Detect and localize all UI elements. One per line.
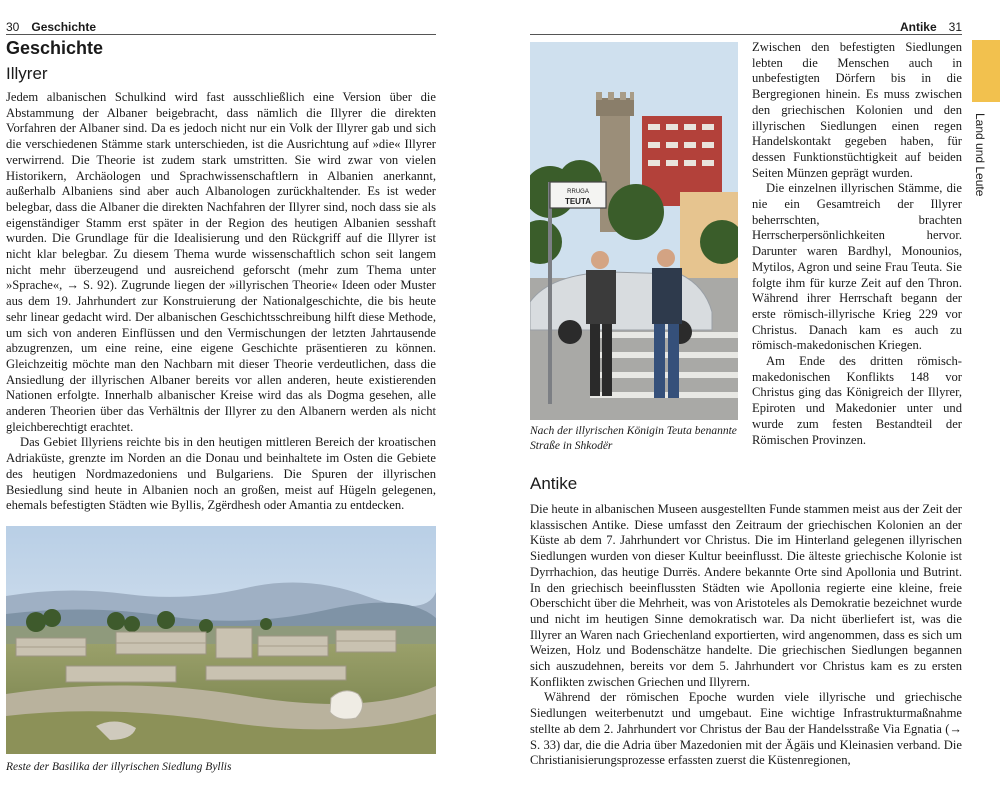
body-text-illyrer xyxy=(6,90,436,514)
photo-teuta-street xyxy=(530,42,738,420)
section-title-antike: Antike xyxy=(530,474,578,493)
paragraph: Zwischen den befestigten Siedlungen lebten die Menschen auch in unbefestigten Dörfern bis in die Bergregionen hinein. Es muss zwischen den griechischen Kolonien und den illyrischen Siedlungen einen regen Handelskontakt gegeben haben, für dessen Funktionstüchtigkeit auf beiden Seiten Münzen geprägt wurden. xyxy=(752,40,962,180)
teuta-street-illustration xyxy=(530,42,738,420)
photo-caption-teuta: Nach der illyrischen Königin Teuta benannte Straße in Shkodër xyxy=(530,425,737,452)
paragraph: Die heute in albanischen Museen ausgestellten Funde stammen meist aus der Zeit der klassischen Antike. Diese umfasst den Zeitraum der griechischen Kolonien an der Küste ab dem 7. Jahrhundert vor Christus. Die im Hinterland gelegenen illyrischen Siedlungen wurden von dieser Kultur beeinflusst. Die älteste griechische Kolonie ist Dyrrhachion, das heutige Durrës. Andere bekannte Orte sind Apollonia und Butrint. In den griechisch beeinflussten Städten wie Apollonia regierte eine kleine, freie Oberschicht über die Mehrheit, was von Aristoteles als Demokratie bezeichnet wurde und nicht im heutigen Sinne demokratisch war. Da nicht überliefert ist, was die Illyrer an Waren nach Griechenland exportierten, wird angenommen, dass es sich um Weizen, Holz und Bodenschätze handelte. Die griechischen Siedlungen begannen sich auszudehnen, bereits vor dem 5. Jahrhundert vor Christus kam es zu ersten Konflikten zwischen Griechen und Illyrern. xyxy=(530,502,962,689)
page-number-left: 30 xyxy=(6,20,20,34)
section-title-illyrer: Illyrer xyxy=(6,64,48,83)
page-number-right: 31 xyxy=(948,20,962,34)
photo-caption-byllis: Reste der Basilika der illyrischen Siedlung Byllis xyxy=(6,761,232,773)
running-head-title-left: Geschichte xyxy=(31,20,97,34)
thumb-tab-text: Land und Leute xyxy=(973,113,987,197)
photo-byllis-ruins xyxy=(6,526,436,754)
section-thumb-label xyxy=(960,110,1000,200)
running-head-right xyxy=(530,20,962,35)
paragraph: Jedem albanischen Schulkind wird fast ausschließlich eine Version über die Abstammung der Albaner beigebracht, dass nämlich die Illyrer die direkten Vorfahren der Albaner sind. Da es jedoch nicht nur ein Volk der Illyrer gab und sich die verschiedenen Stämme stark unterschieden, ist die Ausrichtung auf »die« Illyrer verwirrend. Die Theorie ist zudem stark umstritten. Sie wird zwar von vielen Historikern, Archäologen und Sprachwissenschaftlern in Albanien anerkannt, außerhalb Albaniens sind aber auch Albanologen zurückhaltender. Es ist weder belegbar, dass die Albaner die direkten Nachfahren der Illyrer sind, noch dass sie als eigenständiger Stamm erst später in der Region des heutigen Albanien sesshaft wurden. Die Grundlage für die Idealisierung und den Rückgriff auf die Illyrer ist nicht klar belegbar. Zu diesem Thema wurde wissenschaftlich schon seit langem nicht mehr überzeugend und ausreichend geforscht (mehr zum Thema unter »Sprache«, → S. 92). Zugrunde liegen der »illyrischen Theorie« Ideen oder Muster aus dem 19. Jahrhundert zur Konstruierung der Nationalgeschichte, die bis heute sehr linear gedacht wird. Der albanischen Geschichtsschreibung hilft diese Methode, um sich von anderen Einflüssen und den Vermischungen der letzten Jahrtausende abzugrenzen, um eine reine, eine eigene Geschichte präsentieren zu können. Gleichzeitig möchte man den Nachbarn mit dieser Theorie verdeutlichen, dass die Ansiedlung der illyrischen Albaner bereits vor allen anderen, heute existierenden Nationen erfolgte. Innerhalb albanischer Kreise wird das als Dogma gesehen, alle anderen Theorien über das Verhältnis der Illyrer zu den Albanern werden als nicht gleichberechtigt erachtet. xyxy=(6,90,436,434)
paragraph: Am Ende des dritten römisch-makedonischen Konflikts 148 vor Christus ging das Königreich der Illyrer, Epiroten und Makedonier unter und wurde zum festen Bestandteil der Römischen Provinzen. xyxy=(752,354,962,447)
street-sign-line2: TEUTA xyxy=(564,197,592,206)
running-head-left xyxy=(6,20,436,35)
running-head-title-right: Antike xyxy=(899,20,937,34)
paragraph: Das Gebiet Illyriens reichte bis in den heutigen mittleren Bereich der kroatischen Adriaküste, grenzte im Norden an die Donau und beinhaltete im Osten die Gebiete des heutigen Nordmazedoniens und Bulgariens. Die Spuren der illyrischen Besiedlung sind heute in Albanien noch an großen, meist auf Hügeln gelegenen, ehemals befestigten Städten wie Byllis, Zgërdhesh oder Amantia zu entdecken. xyxy=(6,435,436,513)
street-sign-line1: RRUGA xyxy=(567,189,589,195)
section-thumb-tab xyxy=(972,40,1000,102)
paragraph: Während der römischen Epoche wurden viele illyrische und griechische Siedlungen weiterbenutzt und umgebaut. Eine wichtige Infrastrukturmaßnahme stellte ab dem 2. Jahrhundert vor Christus der Bau der Handelsstraße Via Egnatia (→ S. 33) dar, die die Adria über Mazedonien mit der Ägäis und Kleinasien verband. Die Christianisierungsprozesse erfassten zuerst die Küstenregionen, xyxy=(530,690,962,768)
paragraph: Die einzelnen illyrischen Stämme, die nie ein Gesamtreich der Illyrer beherrschten, brachten Herrscherpersönlichkeiten hervor. Darunter waren Bardhyl, Monounios, Mytilos, Agron und seine Frau Teuta. Sie folgte ihm für kurze Zeit auf den Thron. Während ihrer Herrschaft begann der erste römisch-illyrische Krieg 229 vor Christus. Danach kam es auch zu römisch-makedonischen Kriegen. xyxy=(752,181,962,353)
body-text-antike xyxy=(530,502,962,769)
right-page xyxy=(500,0,1000,800)
body-text-column xyxy=(752,40,962,448)
chapter-title: Geschichte xyxy=(6,38,104,58)
byllis-landscape-illustration xyxy=(6,526,436,754)
